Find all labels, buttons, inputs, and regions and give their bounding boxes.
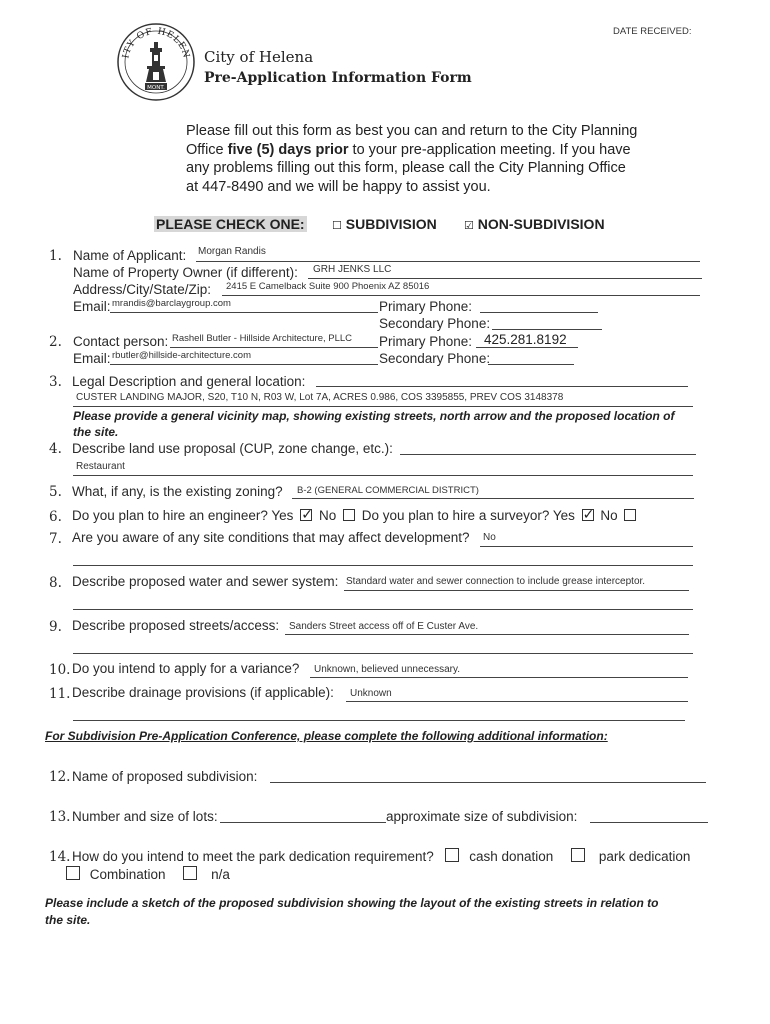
city-name: City of Helena [204, 48, 314, 66]
email-line [110, 312, 378, 313]
surveyor-yes-checkbox[interactable] [582, 509, 594, 521]
subdivision-heading: For Subdivision Pre-Application Conference, please complete the following additional information: [45, 729, 608, 743]
water-sewer-line-2 [73, 609, 693, 610]
owner-line [308, 278, 702, 279]
intro-text: Office [186, 141, 228, 158]
variance-line [310, 677, 688, 678]
park-dedication-question [72, 848, 690, 864]
q13-number: 13. [49, 809, 71, 825]
nonsubdivision-check-mark: ☑ [464, 220, 474, 232]
address-value[interactable]: 2415 E Camelback Suite 900 Phoenix AZ 85016 [226, 281, 430, 292]
surveyor-no-checkbox[interactable] [624, 509, 636, 521]
contact-line [170, 347, 378, 348]
email-label: Email: [73, 299, 111, 314]
park-dedication-checkbox[interactable] [571, 848, 585, 862]
contact-email-label: Email: [73, 351, 111, 366]
owner-label: Name of Property Owner (if different): [73, 265, 298, 280]
q10-number: 10. [49, 662, 71, 678]
contact-label: Contact person: [73, 334, 169, 349]
q8-number: 8. [49, 575, 62, 591]
secondary-phone-line [492, 329, 602, 330]
water-sewer-value[interactable]: Standard water and sewer connection to include grease interceptor. [346, 576, 646, 587]
contact-email-value[interactable]: rbutler@hillside-architecture.com [112, 350, 251, 361]
lots-label: Number and size of lots: [72, 809, 218, 824]
drainage-line-1 [346, 701, 688, 702]
zoning-label: What, if any, is the existing zoning? [72, 484, 283, 499]
nonsubdivision-label: NON-SUBDIVISION [477, 216, 605, 232]
q14-number: 14. [49, 849, 71, 865]
q7-number: 7. [49, 531, 62, 547]
contact-primary-phone-value[interactable]: 425.281.8192 [484, 332, 567, 347]
check-one-label: PLEASE CHECK ONE: [156, 216, 305, 232]
vicinity-map-note-1: Please provide a general vicinity map, showing existing streets, north arrow and the proposed location of [73, 409, 675, 423]
streets-access-label: Describe proposed streets/access: [72, 618, 280, 633]
intro-text: to your pre-application meeting. If you have [348, 141, 631, 158]
q6-number: 6. [49, 509, 62, 525]
q11-number: 11. [49, 686, 71, 702]
land-use-line-2 [73, 475, 693, 476]
city-seal [116, 22, 196, 102]
q1-number: 1. [49, 248, 62, 264]
contact-value[interactable]: Rashell Butler - Hillside Architecture, PLLC [172, 333, 353, 344]
sketch-note-2: the site. [45, 913, 91, 927]
subdivision-check-mark: ☐ [332, 220, 342, 232]
streets-access-value[interactable]: Sanders Street access off of E Custer Ave. [289, 621, 479, 632]
site-conditions-value[interactable]: No [483, 532, 496, 543]
subdivision-label: SUBDIVISION [345, 216, 437, 232]
subdivision-name-line [270, 782, 706, 783]
sketch-note-1: Please include a sketch of the proposed subdivision showing the layout of the existing streets in relation to [45, 896, 659, 910]
q5-number: 5. [49, 484, 62, 500]
zoning-line [292, 498, 694, 499]
nonsubdivision-checkbox[interactable] [464, 216, 605, 232]
land-use-label: Describe land use proposal (CUP, zone change, etc.): [72, 441, 393, 456]
primary-phone-label: Primary Phone: [379, 299, 473, 314]
engineer-no-label: No [318, 508, 337, 523]
q2-number: 2. [49, 334, 62, 350]
intro-line-1: Please fill out this form as best you can and return to the City Planning [186, 123, 638, 139]
address-label: Address/City/State/Zip: [73, 282, 212, 297]
legal-description-line-1 [316, 386, 688, 387]
land-use-line-1 [400, 454, 696, 455]
applicant-value[interactable]: Morgan Randis [198, 246, 266, 257]
date-received-label: DATE RECEIVED: [613, 26, 692, 37]
site-conditions-line-2 [73, 565, 693, 566]
subdivision-checkbox[interactable] [332, 216, 437, 232]
park-dedication-option-label: park dedication [598, 849, 691, 864]
email-value[interactable]: mrandis@barclaygroup.com [112, 298, 231, 309]
engineer-yes-checkbox[interactable] [300, 509, 312, 521]
engineer-no-checkbox[interactable] [343, 509, 355, 521]
streets-access-line-2 [73, 653, 693, 654]
park-dedication-label: How do you intend to meet the park dedication requirement? [72, 849, 434, 864]
intro-line-3: any problems filling out this form, please call the City Planning Office [186, 160, 626, 176]
contact-primary-phone-label: Primary Phone: [379, 334, 473, 349]
applicant-line [196, 261, 700, 262]
park-dedication-options-row-2 [66, 866, 230, 882]
subdivision-size-line [590, 822, 708, 823]
seal-text-top: ITY OF HELEN [121, 26, 191, 60]
variance-value[interactable]: Unknown, believed unnecessary. [314, 664, 461, 675]
streets-access-line-1 [285, 634, 689, 635]
q4-number: 4. [49, 441, 62, 457]
land-use-value[interactable]: Restaurant [76, 461, 125, 472]
intro-line-4: at 447-8490 and we will be happy to assist you. [186, 178, 491, 195]
address-line [222, 295, 700, 296]
lots-line [220, 822, 386, 823]
cash-donation-label: cash donation [469, 849, 554, 864]
contact-email-line [110, 364, 378, 365]
intro-emphasis: five (5) days prior [227, 141, 349, 158]
contact-secondary-phone-line [488, 364, 574, 365]
primary-phone-line [480, 312, 598, 313]
legal-description-line-2 [73, 406, 693, 407]
contact-primary-phone-line [476, 347, 578, 348]
drainage-line-2 [73, 720, 685, 721]
contact-secondary-phone-label: Secondary Phone: [379, 351, 491, 366]
surveyor-label: Do you plan to hire a surveyor? Yes [361, 508, 575, 523]
variance-label: Do you intend to apply for a variance? [72, 661, 300, 676]
combination-checkbox[interactable] [66, 866, 80, 880]
drainage-value[interactable]: Unknown [350, 688, 392, 699]
site-conditions-label: Are you aware of any site conditions that may affect development? [72, 530, 470, 545]
vicinity-map-note-2: the site. [73, 425, 119, 439]
applicant-label: Name of Applicant: [73, 248, 187, 263]
combination-label: Combination [89, 867, 166, 882]
form-title: Pre-Application Information Form [204, 70, 472, 86]
q9-number: 9. [49, 619, 62, 635]
cash-donation-checkbox[interactable] [445, 848, 459, 862]
intro-paragraph [186, 122, 637, 196]
subdivision-name-label: Name of proposed subdivision: [72, 769, 258, 784]
owner-value[interactable]: GRH JENKS LLC [313, 264, 392, 275]
zoning-value[interactable]: B-2 (GENERAL COMMERCIAL DISTRICT) [297, 485, 479, 496]
q3-number: 3. [49, 374, 62, 390]
subdivision-size-label: approximate size of subdivision: [386, 809, 578, 824]
drainage-label: Describe drainage provisions (if applicable): [72, 685, 334, 700]
water-sewer-label: Describe proposed water and sewer system: [72, 574, 339, 589]
na-label: n/a [211, 867, 230, 882]
legal-description-label: Legal Description and general location: [72, 374, 306, 389]
engineer-label: Do you plan to hire an engineer? Yes [72, 508, 294, 523]
secondary-phone-label: Secondary Phone: [379, 316, 491, 331]
seal-text-bottom: MONT. [147, 85, 165, 91]
surveyor-no-label: No [600, 508, 618, 523]
q12-number: 12. [49, 769, 71, 785]
hire-engineer-question [72, 508, 639, 523]
water-sewer-line-1 [344, 590, 689, 591]
legal-description-value[interactable]: CUSTER LANDING MAJOR, S20, T10 N, R03 W, Lot 7A, ACRES 0.986, COS 3395855, PREV COS 3148378 [76, 392, 564, 403]
site-conditions-line-1 [480, 546, 693, 547]
intro-line-2 [186, 141, 637, 160]
na-checkbox[interactable] [183, 866, 197, 880]
